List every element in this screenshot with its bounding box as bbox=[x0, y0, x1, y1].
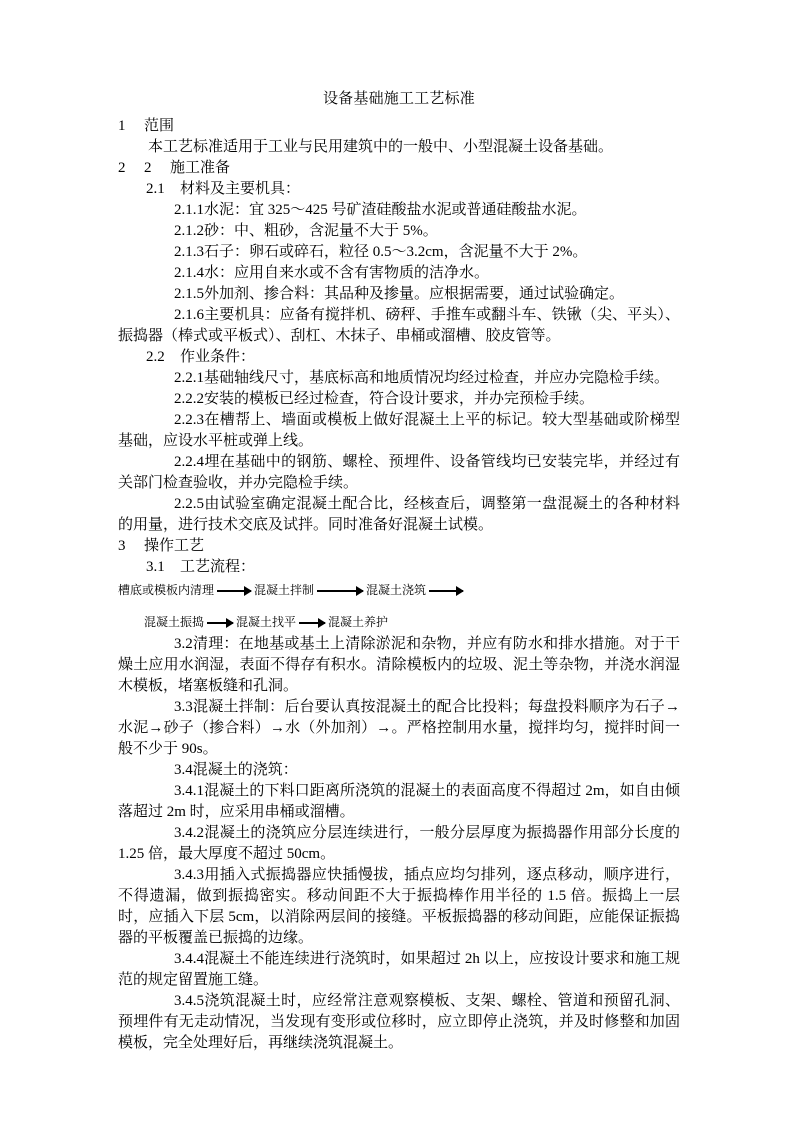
heading-3-1-label: 工艺流程： bbox=[180, 559, 256, 575]
flow-step-3: 混凝土浇筑 bbox=[366, 583, 427, 597]
flow-arrow-right-icon bbox=[317, 586, 363, 596]
process-flow-row-2 bbox=[118, 612, 680, 632]
clause-2-2-2 bbox=[118, 389, 680, 410]
heading-2-2-label: 作业条件： bbox=[180, 349, 256, 365]
heading-3-1-number: 3.1 bbox=[146, 559, 165, 575]
heading-2-1-number: 2.1 bbox=[146, 181, 165, 197]
flow-step-6: 混凝土养护 bbox=[328, 615, 389, 629]
clause-3-3-text: 混凝土拌制：后台要认真按混凝土的配合比投料；每盘投料顺序为石子→水泥→砂子（掺合料）→水（外加剂）→。严格控制用水量，搅拌均匀，搅拌时间一般不少于 90s。 bbox=[118, 699, 680, 757]
heading-2-2-conditions bbox=[118, 347, 680, 368]
heading-3-operation bbox=[118, 536, 680, 557]
clause-2-1-2-text: 砂：中、粗砂，含泥量不大于 5%。 bbox=[204, 223, 438, 239]
heading-3-number: 3 bbox=[118, 538, 126, 554]
page-title: 设备基础施工工艺标准 bbox=[322, 91, 475, 107]
flow-step-2: 混凝土拌制 bbox=[254, 583, 315, 597]
clause-2-1-3-text: 石子：卵石或碎石，粒径 0.5～3.2cm，含泥量不大于 2%。 bbox=[204, 244, 588, 260]
clause-2-2-1-text: 基础轴线尺寸，基底标高和地质情况均经过检查，并应办完隐检手续。 bbox=[204, 370, 670, 386]
flow-step-4: 混凝土振捣 bbox=[144, 615, 205, 629]
clause-2-1-2-number: 2.1.2 bbox=[174, 223, 204, 239]
clause-2-1-3 bbox=[118, 242, 680, 263]
heading-3-4-label: 混凝土的浇筑： bbox=[192, 762, 298, 778]
clause-2-2-4 bbox=[118, 452, 680, 494]
heading-3-label: 操作工艺 bbox=[144, 538, 205, 554]
clause-3-4-4-number: 3.4.4 bbox=[174, 951, 204, 967]
clause-2-1-1-number: 2.1.1 bbox=[174, 202, 204, 218]
clause-2-1-6-text: 主要机具：应备有搅拌机、磅秤、手推车或翻斗车、铁锹（尖、平头）、振捣器（棒式或平板式）、刮杠、木抹子、串桶或溜槽、胶皮管等。 bbox=[118, 307, 680, 344]
clause-3-4-2-text: 混凝土的浇筑应分层连续进行，一般分层厚度为振捣器作用部分长度的 1.25 倍，最大厚度不超过 50cm。 bbox=[118, 825, 680, 862]
clause-3-4-2 bbox=[118, 823, 680, 865]
clause-2-2-5-number: 2.2.5 bbox=[174, 496, 204, 512]
clause-2-1-5-number: 2.1.5 bbox=[174, 286, 204, 302]
flow-arrow-right-icon bbox=[429, 586, 463, 596]
heading-2-1-materials bbox=[118, 179, 680, 200]
clause-2-2-3-number: 2.2.3 bbox=[174, 412, 204, 428]
clause-3-4-5-text: 浇筑混凝土时，应经常注意观察模板、支架、螺栓、管道和预留孔洞、预埋件有无走动情况，当发现有变形或位移时，应立即停止浇筑，并及时修整和加固模板，完全处理好后，再继续浇筑混凝土。 bbox=[118, 993, 680, 1051]
heading-2-preparation bbox=[118, 158, 680, 179]
flow-arrow-right-icon bbox=[217, 586, 251, 596]
heading-3-4-pouring bbox=[118, 760, 680, 781]
clause-2-2-2-text: 安装的模板已经过检查，符合设计要求，并办完预检手续。 bbox=[204, 391, 595, 407]
heading-1-number: 1 bbox=[118, 118, 126, 134]
heading-3-4-number: 3.4 bbox=[174, 762, 193, 778]
clause-2-1-1-text: 水泥：宜 325～425 号矿渣硅酸盐水泥或普通硅酸盐水泥。 bbox=[204, 202, 587, 218]
heading-2-1-label: 材料及主要机具： bbox=[180, 181, 301, 197]
clause-2-1-5 bbox=[118, 284, 680, 305]
clause-3-4-1-text: 混凝土的下料口距离所浇筑的混凝土的表面高度不得超过 2m，如自由倾落超过 2m 时，应采用串桶或溜槽。 bbox=[118, 783, 680, 820]
clause-3-4-1-number: 3.4.1 bbox=[174, 783, 204, 799]
flow-step-5: 混凝土找平 bbox=[236, 615, 297, 629]
clause-3-4-3-number: 3.4.3 bbox=[174, 867, 204, 883]
heading-2-number: 2 bbox=[118, 160, 126, 176]
clause-2-1-6-number: 2.1.6 bbox=[174, 307, 204, 323]
clause-2-2-4-number: 2.2.4 bbox=[174, 454, 204, 470]
heading-2-number-duplicate: 2 bbox=[144, 160, 152, 176]
clause-2-2-5-text: 由试验室确定混凝土配合比，经核查后，调整第一盘混凝土的各种材料的用量，进行技术交底及试拌。同时准备好混凝土试模。 bbox=[118, 496, 680, 533]
clause-3-4-4 bbox=[118, 949, 680, 991]
flow-step-1: 槽底或模板内清理 bbox=[118, 583, 215, 597]
clause-3-4-5-number: 3.4.5 bbox=[174, 993, 204, 1009]
clause-2-2-3 bbox=[118, 410, 680, 452]
clause-2-1-4-text: 水：应用自来水或不含有害物质的洁净水。 bbox=[204, 265, 490, 281]
paragraph-1-body: 本工艺标准适用于工业与民用建筑中的一般中、小型混凝土设备基础。 bbox=[148, 139, 614, 155]
clause-2-1-4 bbox=[118, 263, 680, 284]
clause-3-4-5 bbox=[118, 991, 680, 1054]
clause-3-2-text: 清理：在地基或基土上清除淤泥和杂物，并应有防水和排水措施。对于干燥土应用水润湿，表面不得存有积水。清除模板内的垃圾、泥土等杂物，并浇水润湿木模板，堵塞板缝和孔洞。 bbox=[118, 636, 680, 694]
flow-arrow-right-icon bbox=[299, 618, 325, 628]
heading-1-scope bbox=[118, 116, 680, 137]
clause-3-2 bbox=[118, 634, 680, 697]
process-flow-row-1 bbox=[118, 580, 680, 600]
clause-2-2-4-text: 埋在基础中的钢筋、螺栓、预埋件、设备管线均已安装完毕，并经过有关部门检查验收，并办完隐检手续。 bbox=[118, 454, 680, 491]
clause-3-4-4-text: 混凝土不能连续进行浇筑时，如果超过 2h 以上，应按设计要求和施工规范的规定留置施工缝。 bbox=[118, 951, 680, 988]
clause-2-2-1-number: 2.2.1 bbox=[174, 370, 204, 386]
clause-2-1-3-number: 2.1.3 bbox=[174, 244, 204, 260]
clause-3-4-3 bbox=[118, 865, 680, 949]
clause-2-1-1 bbox=[118, 200, 680, 221]
clause-2-2-3-text: 在槽帮上、墙面或模板上做好混凝土上平的标记。较大型基础或阶梯型基础，应设水平桩或弹上线。 bbox=[118, 412, 680, 449]
clause-2-2-1 bbox=[118, 368, 680, 389]
clause-3-3-number: 3.3 bbox=[174, 699, 193, 715]
clause-2-1-6 bbox=[118, 305, 680, 347]
heading-1-label: 范围 bbox=[144, 118, 175, 134]
clause-2-2-2-number: 2.2.2 bbox=[174, 391, 204, 407]
heading-3-1-flow bbox=[118, 557, 680, 578]
clause-2-2-5 bbox=[118, 494, 680, 536]
heading-2-label: 施工准备 bbox=[170, 160, 231, 176]
flow-arrow-right-icon bbox=[207, 618, 233, 628]
clause-3-2-number: 3.2 bbox=[174, 636, 193, 652]
clause-2-1-5-text: 外加剂、掺合料：其品种及掺量。应根据需要，通过试验确定。 bbox=[204, 286, 625, 302]
clause-2-1-4-number: 2.1.4 bbox=[174, 265, 204, 281]
clause-3-3 bbox=[118, 697, 680, 760]
clause-3-4-1 bbox=[118, 781, 680, 823]
clause-3-4-2-number: 3.4.2 bbox=[174, 825, 204, 841]
heading-2-2-number: 2.2 bbox=[146, 349, 165, 365]
clause-3-4-3-text: 用插入式振捣器应快插慢拔，插点应均匀排列，逐点移动，顺序进行，不得遗漏，做到振捣密实。移动间距不大于振捣棒作用半径的 1.5 倍。振捣上一层时，应插入下层 5cm，以消除两层间的接缝。平板振捣器的移动间距，应能保证振捣器的平板覆盖已振捣的边缘。 bbox=[118, 867, 680, 946]
clause-2-1-2 bbox=[118, 221, 680, 242]
